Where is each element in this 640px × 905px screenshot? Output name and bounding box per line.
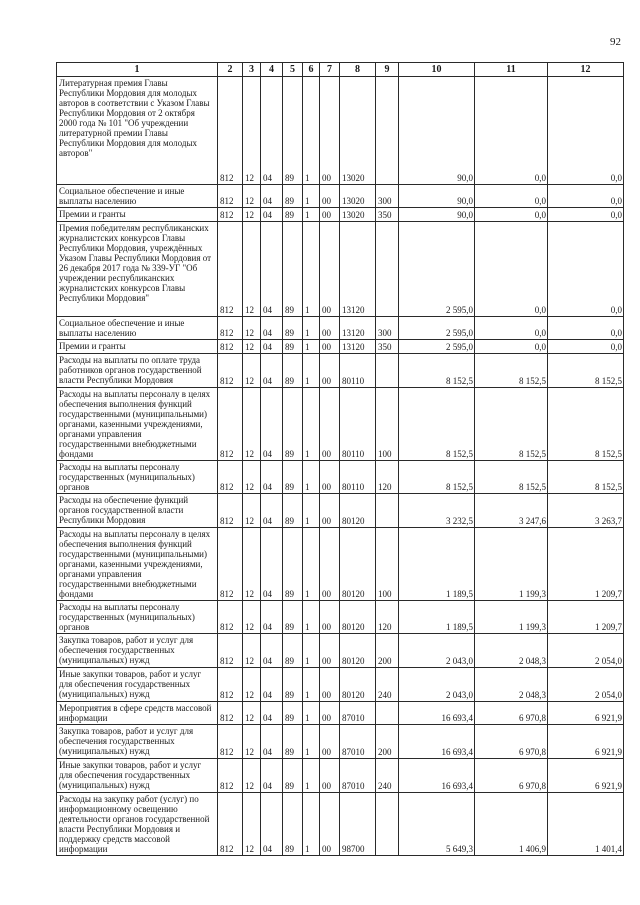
code-cell-c9 <box>376 77 399 185</box>
table-row <box>57 77 624 185</box>
code-cell-c2: 812 <box>218 702 243 725</box>
code-cell-c2: 812 <box>218 528 243 601</box>
code-cell-c9: 240 <box>376 759 399 793</box>
amount-cell-c11: 2 048,3 <box>475 668 548 702</box>
code-cell-c8: 87010 <box>340 725 376 759</box>
code-cell-c8: 80110 <box>340 354 376 388</box>
amount-cell-c10: 16 693,4 <box>399 702 475 725</box>
code-cell-c5: 89 <box>283 208 303 222</box>
code-cell-c6: 1 <box>303 317 320 340</box>
code-cell-c5: 89 <box>283 793 303 856</box>
code-cell-c4: 04 <box>261 185 283 208</box>
amount-cell-c11: 0,0 <box>475 77 548 185</box>
code-cell-c8: 87010 <box>340 702 376 725</box>
code-cell-c8: 80120 <box>340 494 376 528</box>
code-cell-c2: 812 <box>218 222 243 317</box>
amount-cell-c10: 90,0 <box>399 185 475 208</box>
code-cell-c2: 812 <box>218 494 243 528</box>
amount-cell-c12: 3 263,7 <box>548 494 624 528</box>
code-cell-c2: 812 <box>218 354 243 388</box>
amount-cell-c12: 1 209,7 <box>548 528 624 601</box>
code-cell-c4: 04 <box>261 528 283 601</box>
amount-cell-c11: 6 970,8 <box>475 759 548 793</box>
code-cell-c4: 04 <box>261 340 283 354</box>
code-cell-c2: 812 <box>218 461 243 494</box>
amount-cell-c12: 0,0 <box>548 77 624 185</box>
row-name-cell: Литературная премия Главы Республики Мордовия для молодых авторов в соответствии с Указом Главы Республики Мордовия от 2 октября 2000 года № 101 "Об учреждении литературной премии Главы Республики Мордовия для молодых авторов" <box>57 77 218 185</box>
amount-cell-c12: 6 921,9 <box>548 725 624 759</box>
code-cell-c8: 13120 <box>340 340 376 354</box>
amount-cell-c10: 90,0 <box>399 208 475 222</box>
amount-cell-c11: 0,0 <box>475 317 548 340</box>
code-cell-c9 <box>376 494 399 528</box>
code-cell-c6: 1 <box>303 759 320 793</box>
table-row <box>57 601 624 634</box>
amount-cell-c12: 2 054,0 <box>548 634 624 668</box>
header-cell: 8 <box>340 63 376 77</box>
header-cell: 5 <box>283 63 303 77</box>
row-name-cell: Расходы на закупку работ (услуг) по информационному освещению деятельности органов государственной власти Республики Мордовия и поддержку средств массовой информации <box>57 793 218 856</box>
amount-cell-c12: 0,0 <box>548 208 624 222</box>
code-cell-c7: 00 <box>320 634 340 668</box>
code-cell-c5: 89 <box>283 354 303 388</box>
code-cell-c2: 812 <box>218 759 243 793</box>
table-row <box>57 494 624 528</box>
code-cell-c3: 12 <box>243 317 261 340</box>
code-cell-c9: 300 <box>376 317 399 340</box>
code-cell-c5: 89 <box>283 494 303 528</box>
code-cell-c4: 04 <box>261 634 283 668</box>
code-cell-c3: 12 <box>243 340 261 354</box>
amount-cell-c11: 0,0 <box>475 208 548 222</box>
amount-cell-c10: 8 152,5 <box>399 388 475 461</box>
code-cell-c5: 89 <box>283 317 303 340</box>
amount-cell-c10: 3 232,5 <box>399 494 475 528</box>
amount-cell-c11: 1 406,9 <box>475 793 548 856</box>
code-cell-c8: 13120 <box>340 222 376 317</box>
code-cell-c2: 812 <box>218 388 243 461</box>
header-cell: 2 <box>218 63 243 77</box>
amount-cell-c10: 2 043,0 <box>399 668 475 702</box>
code-cell-c8: 98700 <box>340 793 376 856</box>
amount-cell-c12: 2 054,0 <box>548 668 624 702</box>
code-cell-c2: 812 <box>218 725 243 759</box>
code-cell-c3: 12 <box>243 528 261 601</box>
code-cell-c6: 1 <box>303 634 320 668</box>
header-cell: 1 <box>57 63 218 77</box>
amount-cell-c11: 6 970,8 <box>475 702 548 725</box>
code-cell-c3: 12 <box>243 702 261 725</box>
code-cell-c7: 00 <box>320 702 340 725</box>
code-cell-c9: 120 <box>376 601 399 634</box>
code-cell-c3: 12 <box>243 77 261 185</box>
table-row <box>57 725 624 759</box>
table-row <box>57 185 624 208</box>
table-row <box>57 668 624 702</box>
code-cell-c7: 00 <box>320 668 340 702</box>
amount-cell-c11: 0,0 <box>475 185 548 208</box>
table-row <box>57 461 624 494</box>
amount-cell-c10: 8 152,5 <box>399 354 475 388</box>
code-cell-c8: 80120 <box>340 601 376 634</box>
code-cell-c3: 12 <box>243 793 261 856</box>
code-cell-c6: 1 <box>303 494 320 528</box>
code-cell-c5: 89 <box>283 725 303 759</box>
code-cell-c8: 87010 <box>340 759 376 793</box>
code-cell-c4: 04 <box>261 461 283 494</box>
row-name-cell: Расходы на выплаты по оплате труда работников органов государственной власти Республики Мордовия <box>57 354 218 388</box>
code-cell-c6: 1 <box>303 388 320 461</box>
amount-cell-c10: 2 595,0 <box>399 340 475 354</box>
code-cell-c5: 89 <box>283 702 303 725</box>
code-cell-c3: 12 <box>243 601 261 634</box>
code-cell-c5: 89 <box>283 185 303 208</box>
amount-cell-c11: 1 199,3 <box>475 601 548 634</box>
code-cell-c4: 04 <box>261 222 283 317</box>
code-cell-c4: 04 <box>261 494 283 528</box>
code-cell-c4: 04 <box>261 388 283 461</box>
header-cell: 9 <box>376 63 399 77</box>
code-cell-c5: 89 <box>283 668 303 702</box>
header-row <box>57 63 624 77</box>
code-cell-c4: 04 <box>261 354 283 388</box>
code-cell-c7: 00 <box>320 494 340 528</box>
code-cell-c3: 12 <box>243 222 261 317</box>
code-cell-c6: 1 <box>303 185 320 208</box>
code-cell-c4: 04 <box>261 317 283 340</box>
code-cell-c5: 89 <box>283 222 303 317</box>
code-cell-c6: 1 <box>303 668 320 702</box>
amount-cell-c12: 8 152,5 <box>548 461 624 494</box>
table-row <box>57 208 624 222</box>
row-name-cell: Премия победителям республиканских журналистских конкурсов Главы Республики Мордовия, учреждённых Указом Главы Республики Мордовия от 26 декабря 2017 года № 339-УГ "Об учреждении республиканских журналистских конкурсов Главы Республики Мордовия" <box>57 222 218 317</box>
row-name-cell: Иные закупки товаров, работ и услуг для обеспечения государственных (муниципальных) нужд <box>57 759 218 793</box>
code-cell-c8: 80110 <box>340 388 376 461</box>
code-cell-c2: 812 <box>218 77 243 185</box>
amount-cell-c10: 2 043,0 <box>399 634 475 668</box>
code-cell-c7: 00 <box>320 185 340 208</box>
header-cell: 6 <box>303 63 320 77</box>
amount-cell-c12: 0,0 <box>548 185 624 208</box>
amount-cell-c11: 0,0 <box>475 222 548 317</box>
table-row <box>57 634 624 668</box>
header-cell: 11 <box>475 63 548 77</box>
code-cell-c8: 80120 <box>340 634 376 668</box>
code-cell-c6: 1 <box>303 793 320 856</box>
table-row <box>57 388 624 461</box>
code-cell-c9: 240 <box>376 668 399 702</box>
amount-cell-c11: 1 199,3 <box>475 528 548 601</box>
table-row <box>57 340 624 354</box>
amount-cell-c11: 8 152,5 <box>475 388 548 461</box>
code-cell-c3: 12 <box>243 388 261 461</box>
row-name-cell: Премии и гранты <box>57 208 218 222</box>
table-row <box>57 759 624 793</box>
code-cell-c4: 04 <box>261 725 283 759</box>
amount-cell-c12: 1 401,4 <box>548 793 624 856</box>
header-cell: 7 <box>320 63 340 77</box>
amount-cell-c11: 3 247,6 <box>475 494 548 528</box>
budget-table <box>56 62 624 856</box>
amount-cell-c10: 16 693,4 <box>399 759 475 793</box>
code-cell-c5: 89 <box>283 601 303 634</box>
row-name-cell: Закупка товаров, работ и услуг для обеспечения государственных (муниципальных) нужд <box>57 725 218 759</box>
code-cell-c6: 1 <box>303 222 320 317</box>
code-cell-c7: 00 <box>320 601 340 634</box>
amount-cell-c10: 2 595,0 <box>399 317 475 340</box>
code-cell-c3: 12 <box>243 634 261 668</box>
amount-cell-c10: 5 649,3 <box>399 793 475 856</box>
code-cell-c8: 13020 <box>340 208 376 222</box>
amount-cell-c11: 0,0 <box>475 340 548 354</box>
code-cell-c6: 1 <box>303 601 320 634</box>
code-cell-c2: 812 <box>218 668 243 702</box>
amount-cell-c11: 8 152,5 <box>475 461 548 494</box>
code-cell-c5: 89 <box>283 528 303 601</box>
amount-cell-c12: 8 152,5 <box>548 354 624 388</box>
code-cell-c2: 812 <box>218 793 243 856</box>
code-cell-c9: 300 <box>376 185 399 208</box>
code-cell-c2: 812 <box>218 185 243 208</box>
code-cell-c9 <box>376 793 399 856</box>
code-cell-c2: 812 <box>218 340 243 354</box>
amount-cell-c12: 6 921,9 <box>548 702 624 725</box>
amount-cell-c11: 8 152,5 <box>475 354 548 388</box>
code-cell-c4: 04 <box>261 77 283 185</box>
code-cell-c7: 00 <box>320 317 340 340</box>
row-name-cell: Социальное обеспечение и иные выплаты населению <box>57 185 218 208</box>
row-name-cell: Премии и гранты <box>57 340 218 354</box>
amount-cell-c12: 1 209,7 <box>548 601 624 634</box>
amount-cell-c10: 16 693,4 <box>399 725 475 759</box>
code-cell-c4: 04 <box>261 668 283 702</box>
row-name-cell: Расходы на выплаты персоналу государственных (муниципальных) органов <box>57 601 218 634</box>
code-cell-c7: 00 <box>320 354 340 388</box>
code-cell-c7: 00 <box>320 208 340 222</box>
header-cell: 3 <box>243 63 261 77</box>
code-cell-c4: 04 <box>261 208 283 222</box>
code-cell-c3: 12 <box>243 185 261 208</box>
code-cell-c3: 12 <box>243 494 261 528</box>
code-cell-c3: 12 <box>243 668 261 702</box>
code-cell-c7: 00 <box>320 759 340 793</box>
code-cell-c2: 812 <box>218 208 243 222</box>
row-name-cell: Мероприятия в сфере средств массовой информации <box>57 702 218 725</box>
amount-cell-c12: 0,0 <box>548 340 624 354</box>
code-cell-c9: 100 <box>376 388 399 461</box>
code-cell-c9 <box>376 354 399 388</box>
amount-cell-c11: 2 048,3 <box>475 634 548 668</box>
code-cell-c4: 04 <box>261 601 283 634</box>
code-cell-c7: 00 <box>320 222 340 317</box>
code-cell-c2: 812 <box>218 317 243 340</box>
code-cell-c8: 80120 <box>340 668 376 702</box>
code-cell-c7: 00 <box>320 725 340 759</box>
code-cell-c8: 80120 <box>340 528 376 601</box>
code-cell-c4: 04 <box>261 793 283 856</box>
table-row <box>57 702 624 725</box>
code-cell-c9: 100 <box>376 528 399 601</box>
table-row <box>57 222 624 317</box>
row-name-cell: Расходы на выплаты персоналу в целях обеспечения выполнения функций государственными (муниципальными) органами, казенными учреждениями, органами управления государственными внебюджетными фондами <box>57 388 218 461</box>
code-cell-c9: 200 <box>376 634 399 668</box>
code-cell-c3: 12 <box>243 461 261 494</box>
code-cell-c5: 89 <box>283 340 303 354</box>
amount-cell-c11: 6 970,8 <box>475 725 548 759</box>
table-row <box>57 354 624 388</box>
code-cell-c5: 89 <box>283 461 303 494</box>
code-cell-c6: 1 <box>303 208 320 222</box>
code-cell-c5: 89 <box>283 634 303 668</box>
code-cell-c9: 350 <box>376 340 399 354</box>
amount-cell-c10: 90,0 <box>399 77 475 185</box>
amount-cell-c10: 1 189,5 <box>399 528 475 601</box>
code-cell-c7: 00 <box>320 388 340 461</box>
code-cell-c7: 00 <box>320 77 340 185</box>
code-cell-c3: 12 <box>243 725 261 759</box>
code-cell-c4: 04 <box>261 759 283 793</box>
amount-cell-c12: 8 152,5 <box>548 388 624 461</box>
code-cell-c7: 00 <box>320 340 340 354</box>
code-cell-c8: 80110 <box>340 461 376 494</box>
code-cell-c6: 1 <box>303 702 320 725</box>
code-cell-c6: 1 <box>303 340 320 354</box>
code-cell-c7: 00 <box>320 461 340 494</box>
amount-cell-c10: 8 152,5 <box>399 461 475 494</box>
page-number: 92 <box>610 36 621 48</box>
code-cell-c2: 812 <box>218 601 243 634</box>
code-cell-c8: 13020 <box>340 77 376 185</box>
row-name-cell: Расходы на выплаты персоналу государственных (муниципальных) органов <box>57 461 218 494</box>
code-cell-c3: 12 <box>243 208 261 222</box>
row-name-cell: Расходы на выплаты персоналу в целях обеспечения выполнения функций государственными (муниципальными) органами, казенными учреждениями, органами управления государственными внебюджетными фондами <box>57 528 218 601</box>
code-cell-c5: 89 <box>283 388 303 461</box>
header-cell: 10 <box>399 63 475 77</box>
table-row <box>57 793 624 856</box>
table-row <box>57 528 624 601</box>
code-cell-c9 <box>376 702 399 725</box>
code-cell-c6: 1 <box>303 354 320 388</box>
row-name-cell: Иные закупки товаров, работ и услуг для обеспечения государственных (муниципальных) нужд <box>57 668 218 702</box>
code-cell-c2: 812 <box>218 634 243 668</box>
row-name-cell: Расходы на обеспечение функций органов государственной власти Республики Мордовия <box>57 494 218 528</box>
code-cell-c4: 04 <box>261 702 283 725</box>
code-cell-c6: 1 <box>303 461 320 494</box>
code-cell-c3: 12 <box>243 759 261 793</box>
code-cell-c8: 13120 <box>340 317 376 340</box>
code-cell-c5: 89 <box>283 759 303 793</box>
code-cell-c3: 12 <box>243 354 261 388</box>
code-cell-c6: 1 <box>303 77 320 185</box>
code-cell-c9 <box>376 222 399 317</box>
code-cell-c9: 200 <box>376 725 399 759</box>
row-name-cell: Социальное обеспечение и иные выплаты населению <box>57 317 218 340</box>
amount-cell-c12: 0,0 <box>548 317 624 340</box>
code-cell-c9: 350 <box>376 208 399 222</box>
code-cell-c7: 00 <box>320 793 340 856</box>
header-cell: 4 <box>261 63 283 77</box>
amount-cell-c10: 1 189,5 <box>399 601 475 634</box>
code-cell-c9: 120 <box>376 461 399 494</box>
row-name-cell: Закупка товаров, работ и услуг для обеспечения государственных (муниципальных) нужд <box>57 634 218 668</box>
code-cell-c6: 1 <box>303 528 320 601</box>
amount-cell-c12: 0,0 <box>548 222 624 317</box>
code-cell-c5: 89 <box>283 77 303 185</box>
amount-cell-c12: 6 921,9 <box>548 759 624 793</box>
table-row <box>57 317 624 340</box>
header-cell: 12 <box>548 63 624 77</box>
code-cell-c8: 13020 <box>340 185 376 208</box>
code-cell-c6: 1 <box>303 725 320 759</box>
code-cell-c7: 00 <box>320 528 340 601</box>
amount-cell-c10: 2 595,0 <box>399 222 475 317</box>
